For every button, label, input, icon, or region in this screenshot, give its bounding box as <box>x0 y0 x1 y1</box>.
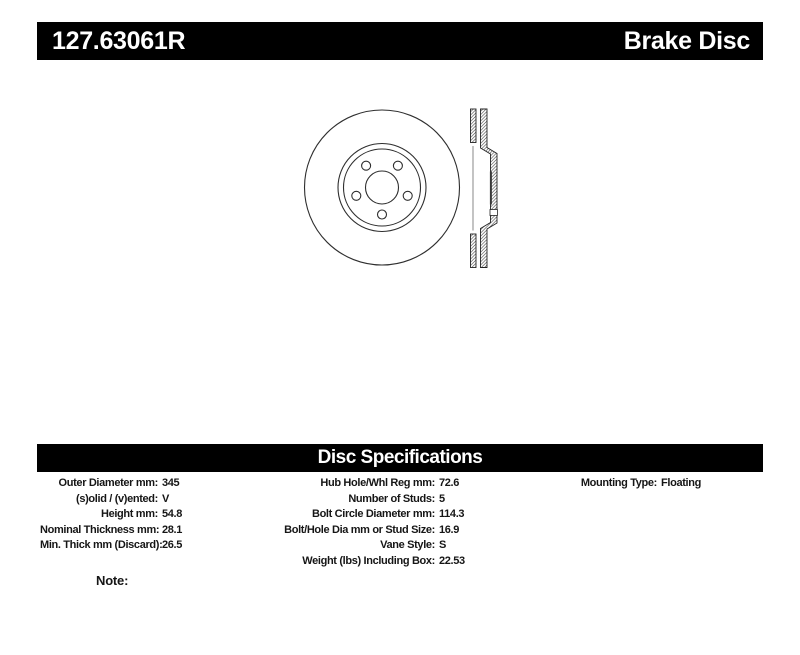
spec-row <box>280 492 465 508</box>
spec-label: Mounting Type: <box>580 477 657 489</box>
cross-section-view <box>471 109 498 268</box>
front-view <box>305 110 460 265</box>
spec-value: 26.5 <box>162 539 183 552</box>
spec-row <box>40 476 182 492</box>
note-label: Note: <box>96 573 129 588</box>
spec-label: Min. Thick mm (Discard): <box>40 539 163 552</box>
section-outboard-plate-top <box>471 109 477 143</box>
spec-row <box>40 492 182 508</box>
spec-value: 16.9 <box>439 523 460 536</box>
outer-diameter-circle <box>305 110 460 265</box>
spec-row <box>280 554 465 570</box>
header-bar <box>37 22 763 60</box>
hat-outer-circle <box>338 144 426 232</box>
spec-column-right <box>545 476 701 492</box>
center-hub-hole <box>366 171 399 204</box>
spec-label: Hub Hole/Whl Reg mm: <box>320 477 435 489</box>
spec-header-title: Disc Specifications <box>317 447 483 468</box>
spec-label: Bolt/Hole Dia mm or Stud Size: <box>284 523 435 536</box>
spec-value: 72.6 <box>439 477 460 489</box>
stud-hole <box>378 210 387 219</box>
stud-hole <box>352 191 361 200</box>
spec-value: V <box>162 492 169 505</box>
spec-value: 114.3 <box>439 508 465 521</box>
spec-label: Vane Style: <box>380 539 435 552</box>
brake-disc-drawing <box>280 88 520 280</box>
spec-row <box>280 476 465 492</box>
stud-hole <box>393 161 402 170</box>
spec-label: Weight (lbs) Including Box: <box>302 554 435 567</box>
spec-label: (s)olid / (v)ented: <box>76 492 158 505</box>
spec-column-middle <box>280 476 465 570</box>
spec-value: 5 <box>439 492 445 505</box>
spec-value: S <box>439 539 446 552</box>
section-stud-hole <box>490 210 497 216</box>
spec-label: Nominal Thickness mm: <box>40 523 160 536</box>
section-hat-profile <box>481 109 498 268</box>
hat-inner-circle <box>344 149 421 226</box>
product-title: Brake Disc <box>623 26 750 55</box>
spec-row <box>545 476 701 492</box>
section-outboard-plate-bottom <box>471 234 477 268</box>
spec-label: Bolt Circle Diameter mm: <box>311 508 435 521</box>
spec-label: Outer Diameter mm: <box>58 477 158 489</box>
spec-value: Floating <box>661 477 701 489</box>
spec-value: 28.1 <box>162 523 183 536</box>
spec-row <box>280 538 465 554</box>
stud-hole <box>362 161 371 170</box>
spec-value: 54.8 <box>162 508 183 521</box>
spec-row <box>280 507 465 523</box>
spec-row <box>280 523 465 539</box>
stud-hole <box>403 191 412 200</box>
spec-value: 22.53 <box>439 554 465 567</box>
spec-header-bar <box>37 444 763 472</box>
spec-value: 345 <box>162 477 180 489</box>
spec-row <box>40 507 182 523</box>
spec-row <box>40 538 182 554</box>
spec-label: Height mm: <box>100 508 158 521</box>
spec-column-left <box>40 476 182 554</box>
part-number: 127.63061R <box>52 26 186 55</box>
spec-label: Number of Studs: <box>348 492 435 505</box>
spec-row <box>40 523 182 539</box>
